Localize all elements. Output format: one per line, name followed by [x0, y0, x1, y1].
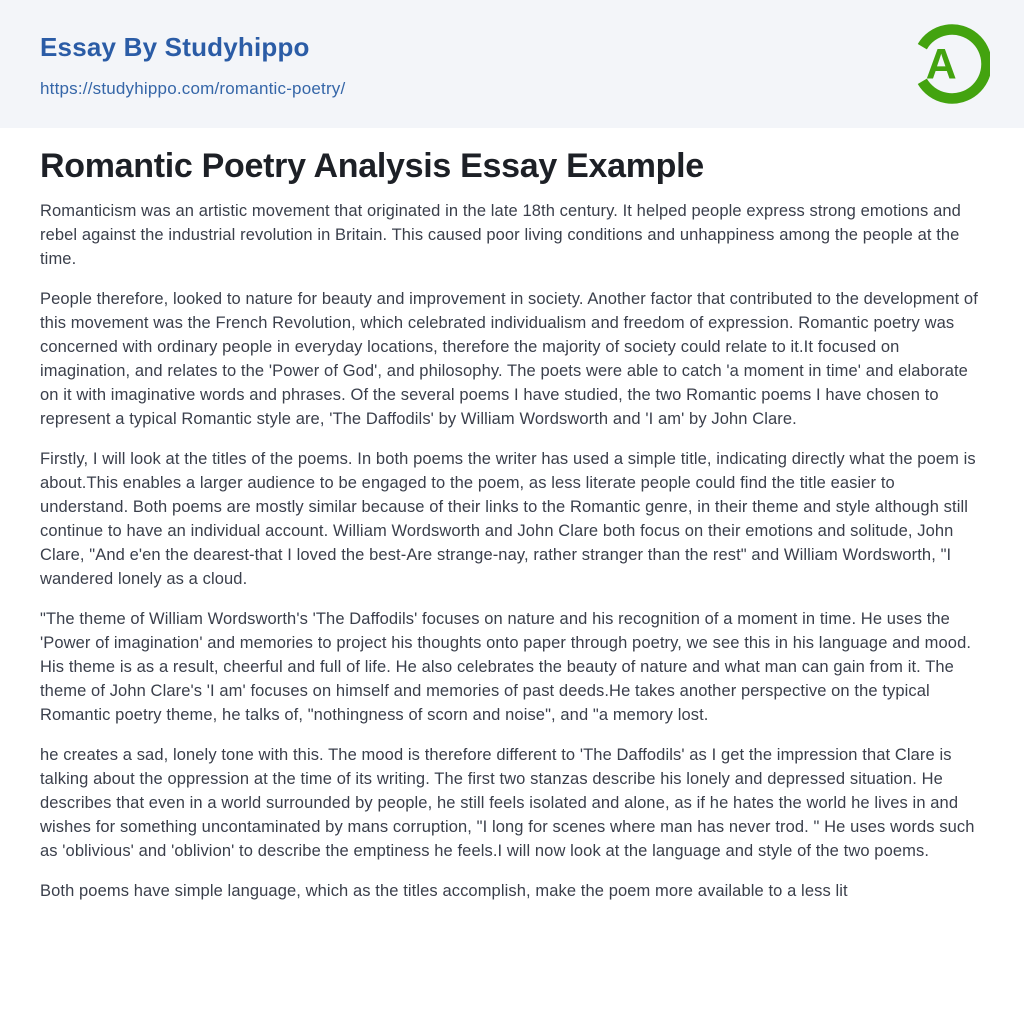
site-title: Essay By Studyhippo [40, 32, 310, 63]
site-header [0, 0, 1024, 128]
essay-paragraph: "The theme of William Wordsworth's 'The Daffodils' focuses on nature and his recognition of a moment in time. He uses the 'Power of imagination' and memories to project his thoughts onto paper through poetry, we see this in his language and mood. His theme is as a result, cheerful and full of life. He also celebrates the beauty of nature and what man can gain from it. The theme of John Clare's 'I am' focuses on himself and memories of past deeds.He takes another perspective on the typical Romantic poetry theme, he talks of, "nothingness of scorn and noise", and "a memory lost. [40, 610, 972, 725]
essay-paragraph: Firstly, I will look at the titles of the poems. In both poems the writer has used a simple title, indicating directly what the poem is about.This enables a larger audience to be engaged to the poem, as less literate people could find the title easier to understand. Both poems are mostly similar because of their links to the Romantic genre, in their theme and style although still continue to have an individual account. William Wordsworth and John Clare both focus on their emotions and solitude, John Clare, "And e'en the dearest-that I loved the best-Are strange-nay, rather stranger than the rest" and William Wordsworth, "I wandered lonely as a cloud. [40, 450, 976, 589]
essay-paragraph: Both poems have simple language, which as the titles accomplish, make the poem more available to a less lit [40, 882, 848, 901]
logo-letter: A [925, 40, 957, 89]
article-title: Romantic Poetry Analysis Essay Example [40, 147, 704, 185]
header-text-block [40, 29, 345, 99]
source-url-link[interactable]: https://studyhippo.com/romantic-poetry/ [40, 78, 346, 98]
essay-paragraph: People therefore, looked to nature for beauty and improvement in society. Another factor that contributed to the development of this movement was the French Revolution, which celebrated individualism and freedom of expression. Romantic poetry was concerned with ordinary people in everyday locations, therefore the majority of society could relate to it.It focused on imagination, and relates to the 'Power of God', and philosophy. The poets were able to catch 'a moment in time' and elaborate on it with imaginative words and phrases. Of the several poems I have studied, the two Romantic poems I have chosen to represent a typical Romantic style are, 'The Daffodils' by William Wordsworth and 'I am' by John Clare. [40, 290, 978, 429]
essay-paragraph: he creates a sad, lonely tone with this. The mood is therefore different to 'The Daffodils' as I get the impression that Clare is talking about the oppression at the time of its writing. The first two stanzas describe his lonely and depressed situation. He describes that even in a world surrounded by people, he still feels isolated and alone, as if he hates the world he lives in and wishes for something uncontaminated by mans corruption, "I long for scenes where man has never trod. " He uses words such as 'oblivious' and 'oblivion' to describe the emptiness he feels.I will now look at the language and style of the two poems. [40, 746, 975, 861]
studyhippo-logo [906, 19, 990, 109]
logo-arc-icon [906, 19, 990, 109]
essay-article [0, 147, 1024, 903]
essay-paragraph: Romanticism was an artistic movement that originated in the late 18th century. It helped people express strong emotions and rebel against the industrial revolution in Britain. This caused poor living conditions and unhappiness among the people at the time. [40, 202, 961, 269]
